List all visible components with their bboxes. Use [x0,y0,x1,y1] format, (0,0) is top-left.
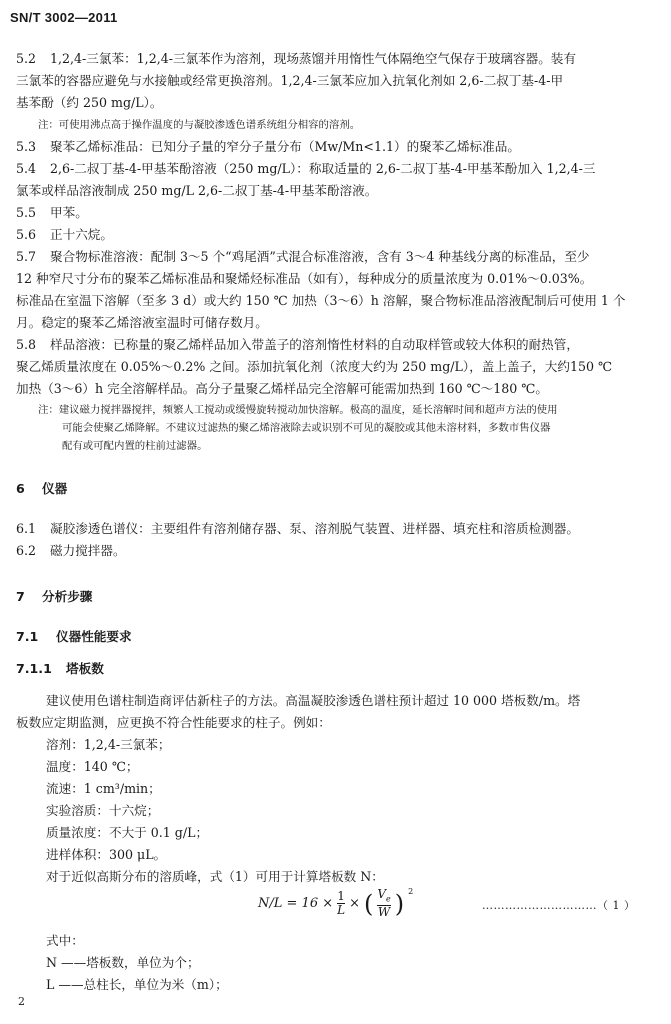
section-number: 7 [16,589,25,604]
clause-5-6 [16,224,659,246]
condition-flow-rate: 流速：1 cm³/min； [46,781,161,796]
where-label: 式中： [46,933,84,948]
clause-5-2-line-1 [16,48,659,70]
clause-text: 聚苯乙烯标准品：已知分子量的窄分子量分布（Mw/Mn<1.1）的聚苯乙烯标准品。 [50,139,520,154]
fraction-denominator: W [377,905,391,920]
clause-5-5 [16,202,659,224]
condition-injection-volume: 进样体积：300 μL。 [46,847,167,862]
clause-number: 6.1 [16,521,37,536]
definition-l: L ——总柱长，单位为米（m）； [46,977,228,992]
equation-lhs: N/L = 16 × [258,896,334,912]
condition-solvent: 溶剂：1,2,4-三氯苯； [46,737,171,752]
section-title: 分析步骤 [42,589,93,604]
clause-5-7-line-1 [16,246,659,268]
clause-text: 凝胶渗透色谱仪：主要组件有溶剂储存器、泵、溶剂脱气装置、进样器、填充柱和溶质检测器。 [50,521,579,536]
clause-5-7-line-2: 12 种窄尺寸分布的聚苯乙烯标准品和聚烯烃标准品（如有），每种成分的质量浓度为 0.01%～0.03%。 [16,271,593,286]
clause-5-8-line-3: 加热（3～6）h 完全溶解样品。高分子量聚乙烯样品完全溶解可能需加热到 160 ℃～180 ℃。 [16,381,548,396]
clause-text: 磁力搅拌器。 [50,543,126,558]
equation-1 [258,888,413,919]
paragraph-2: 对于近似高斯分布的溶质峰，式（1）可用于计算塔板数 N： [46,869,384,884]
clause-number: 5.6 [16,227,37,242]
clause-5-4-line-1 [16,158,659,180]
fraction-numerator: 1 [337,889,345,904]
clause-text: 甲苯。 [50,205,88,220]
clause-number: 5.2 [16,51,37,66]
clause-5-8-line-1 [16,334,659,356]
paragraph-1-line-1: 建议使用色谱柱制造商评估新柱子的方法。高温凝胶渗透色谱柱预计超过 10 000 塔板数/m。塔 [46,693,581,708]
section-title: 仪器性能要求 [56,629,132,644]
clause-number: 5.5 [16,205,37,220]
exponent: 2 [408,887,414,897]
condition-temperature: 温度：140 ℃； [46,759,139,774]
clause-text: 正十六烷。 [50,227,113,242]
clause-number: 5.4 [16,161,37,176]
section-number: 7.1 [16,629,39,644]
clause-5-2-line-3: 基苯酚（约 250 mg/L）。 [16,95,163,110]
clause-text: 2,6-二叔丁基-4-甲基苯酚溶液（250 mg/L）：称取适量的 2,6-二叔丁基-4-甲基苯酚加入 1,2,4-三 [50,161,596,176]
clause-number: 5.3 [16,139,37,154]
clause-number: 5.8 [16,337,37,352]
clause-number: 5.7 [16,249,37,264]
clause-5-4-line-2: 氯苯或样品溶液制成 250 mg/L 2,6-二叔丁基-4-甲基苯酚溶液。 [16,183,378,198]
section-title: 塔板数 [66,661,104,676]
numerator-symbol: V [377,887,387,901]
section-title: 仪器 [42,481,68,496]
equation-number-label: （ 1 ） [597,899,636,912]
definition-n: N ——塔板数，单位为个； [46,955,200,970]
condition-solute: 实验溶质：十六烷； [46,803,160,818]
clause-5-3 [16,136,659,158]
section-7-heading [16,586,659,608]
section-number: 7.1.1 [16,661,52,676]
section-7-1-1-heading [16,658,659,680]
note-2-line-1: 注：建议磁力搅拌器搅拌，频繁人工搅动或缓慢旋转搅动加快溶解。极高的温度，延长溶解时间和超声方法的使用 [38,404,558,416]
section-7-1-heading [16,626,659,648]
clause-6-1 [16,518,659,540]
section-number: 6 [16,481,25,496]
clause-5-8-line-2: 聚乙烯质量浓度在 0.05%～0.2% 之间。添加抗氧化剂（浓度大约为 250 mg/L），盖上盖子，大约150 ℃ [16,359,613,374]
right-paren: ) [394,889,405,918]
condition-concentration: 质量浓度：不大于 0.1 g/L； [46,825,209,840]
clause-text: 聚合物标准溶液：配制 3～5 个“鸡尾酒”式混合标准溶液，含有 3～4 种基线分离的标准品，至少 [50,249,590,264]
page-number: 2 [18,995,25,1008]
numerator-subscript: e [386,894,391,904]
note-2-line-3: 配有或可配内置的柱前过滤器。 [62,440,208,452]
times-symbol: × [349,896,360,912]
clause-5-2-line-2: 三氯苯的容器应避免与水接触或经常更换溶剂。1,2,4-三氯苯应加入抗氧化剂如 2,6-二叔丁基-4-甲 [16,73,564,88]
note-1: 注：可使用沸点高于操作温度的与凝胶渗透色谱系统组分相容的溶剂。 [38,119,361,131]
note-2-line-2: 可能会使聚乙烯降解。不建议过滤热的聚乙烯溶液除去或识别不可见的凝胶或其他未溶材料，多数市售仪器 [62,422,551,434]
fraction-1-over-l [337,890,345,917]
clause-5-7-line-4: 月。稳定的聚苯乙烯溶液室温时可储存数月。 [16,315,268,330]
left-paren: ( [364,889,374,918]
clause-5-7-line-3: 标准品在室温下溶解（至多 3 d）或大约 150 ℃ 加热（3～6）h 溶解，聚合物标准品溶液配制后可使用 1 个 [16,293,626,308]
equation-number: …………………………（ 1 ） [482,899,636,912]
fraction-ve-over-w [377,888,390,919]
section-6-heading [16,478,659,500]
fraction-numerator [377,888,390,905]
clause-6-2 [16,540,659,562]
clause-number: 6.2 [16,543,37,558]
clause-text: 样品溶液：已称量的聚乙烯样品加入带盖子的溶剂惰性材料的自动取样管或较大体积的耐热管， [50,337,579,352]
standard-code-header: SN/T 3002—2011 [10,10,118,25]
paragraph-1-line-2: 板数应定期监测，应更换不符合性能要求的柱子。例如： [16,715,331,730]
fraction-denominator: L [337,903,346,918]
clause-text: 1,2,4-三氯苯：1,2,4-三氯苯作为溶剂，现场蒸馏并用惰性气体隔绝空气保存于玻璃容器。装有 [50,51,576,66]
